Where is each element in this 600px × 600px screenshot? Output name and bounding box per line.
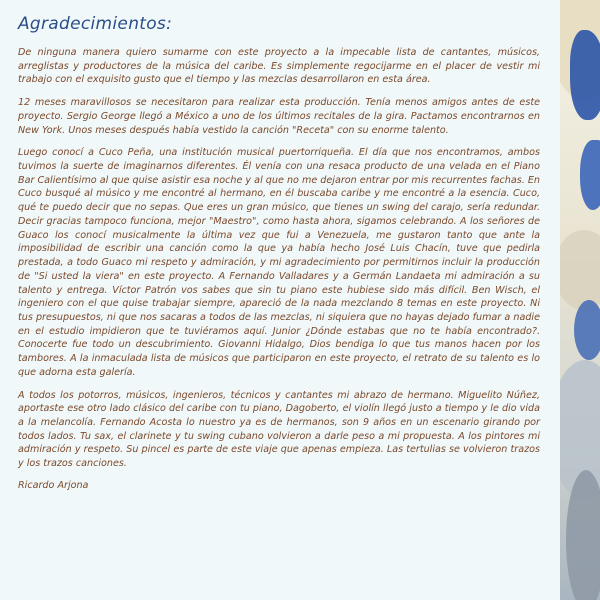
paragraph-intro: De ninguna manera quiero sumarme con este proyecto a la impecable lista de cantantes, músicos, arreglistas y productores de la música del caribe. Es simplemente regocijarme en el placer de vestir mi trabajo con el exquisito gusto que el tiempo y las mezclas desarrollaron en esta área. <box>18 47 540 86</box>
paragraph-production: 12 meses maravillosos se necesitaron para realizar esta producción. Tenía menos amigos antes de este proyecto. Sergio George llegó a México a uno de los últimos recitales de la gira. Pactamos encontrarnos en New York. Unos meses después había vestido la canción "Receta" con su enorme talento. <box>18 97 540 136</box>
signature: Ricardo Arjona <box>18 479 89 491</box>
cover-artwork-strip <box>560 0 600 600</box>
artwork-shape <box>560 230 600 310</box>
paragraph-musicians: A todos los potorros, músicos, ingenieros, técnicos y cantantes mi abrazo de hermano. Miguelito Núñez, aportaste ese otro lado clásico del caribe con tu piano, Dagoberto, el violín llegó justo a tiempo y le dio vida a la melancolía. Fernando Acosta lo nuestro ya es de hermanos, son 9 años en un escenario girando por todos lados. Tu sax, el clarinete y tu swing cubano volvieron a darle peso a mi propuesta. A los pintores mi admiración y respeto. Su pincel es parte de este viaje que apenas empieza. Las tertulias se volvieron trazos y los trazos canciones. <box>18 389 540 470</box>
artwork-shape <box>574 300 600 360</box>
paragraph-collaborators: Luego conocí a Cuco Peña, una institución musical puertorriqueña. El día que nos encontramos, ambos tuvimos la suerte de imaginarnos diferentes. Él venía con una resaca producto de una velada en el Piano Bar Calientísimo al que quise asistir esa noche y al que no me dejaron entrar por mis recurrentes fachas. En Cuco busqué al músico y me encontré al hermano, en él buscaba caribe y me encontré a la esencia. Cuco, qué te puedo decir que no sepas. Que eres un gran músico, que tienes un swing del carajo, sería redundar. Decir gracias tampoco funciona, mejor "Maestro", como hasta ahora, sigamos celebrando. A los señores de Guaco los conocí musicalmente la última vez que fui a Venezuela, me gustaron tanto que ante la imposibilidad de escribir una canción como la que ya había hecho José Luis Chacín, tuve que pedirla prestada, a todo Guaco mi respeto y admiración, y mi agradecimiento por permitirnos incluir la producción de "Si usted la viera" en este proyecto. A Fernando Valladares y a Germán Landaeta mi admiración a su talento y entrega. Víctor Patrón vos sabes que sin tu piano este hubiese sido más difícil. Ben Wisch, el ingeniero con el que quise trabajar siempre, apareció de la nada mezclando 8 temas en este proyecto. Ni tus presupuestos, ni que nos sacaras a todos de las mezclas, ni siquiera que no hayas dejado fumar a nadie en el estudio impidieron que te tuviéramos aquí. Junior ¿Dónde estabas que no te había encontrado?. Conocerte fue todo un descubrimiento. Giovanni Hidalgo, Dios bendiga lo que tus manos hacen por los tambores. A la inmaculada lista de músicos que participaron en este proyecto, el retrato de su talento es lo que adorna esta galería. <box>18 147 540 378</box>
artwork-shape <box>566 470 600 600</box>
page-title: Agradecimientos: <box>18 14 173 34</box>
artwork-shape <box>580 140 600 210</box>
artwork-shape <box>570 30 600 120</box>
